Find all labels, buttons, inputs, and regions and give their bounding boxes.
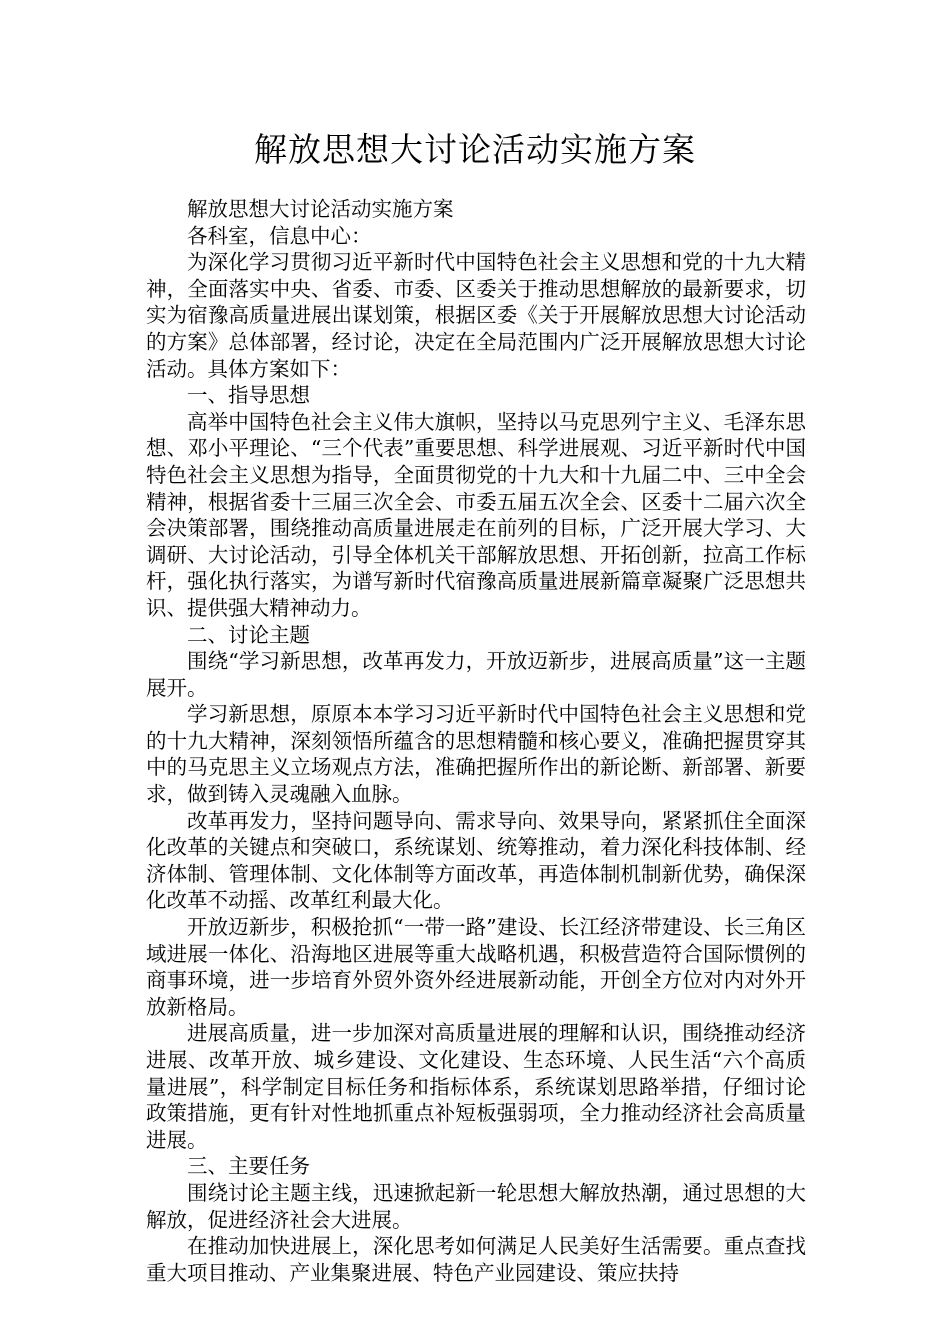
- main-tasks-paragraph: 围绕讨论主题主线，迅速掀起新一轮思想大解放热潮，通过思想的大解放，促进经济社会大进展。: [146, 1180, 806, 1232]
- body-subtitle: 解放思想大讨论活动实施方案: [187, 197, 454, 221]
- development-paragraph: 在推动加快进展上，深化思考如何满足人民美好生活需要。重点查找重大项目推动、产业集聚进展、特色产业园建设、策应扶持: [146, 1234, 806, 1285]
- salutation: 各科室，信息中心：: [187, 223, 372, 248]
- high-quality-paragraph: 进展高质量，进一步加深对高质量进展的理解和认识，围绕推动经济进展、改革开放、城乡建设、文化建设、生态环境、人民生活“六个高质量进展”，科学制定目标任务和指标体系，系统谋划思路举措，仔细讨论政策措施，更有针对性地抓重点补短板强弱项，全力推动经济社会高质量进展。: [146, 1021, 806, 1152]
- document-body: [146, 196, 806, 1286]
- learn-new-thought-paragraph: 学习新思想，原原本本学习习近平新时代中国特色社会主义思想和党的十九大精神，深刻领悟所蕴含的思想精髓和核心要义，准确把握贯穿其中的马克思主义立场观点方法，准确把握所作出的新论断、新部署、新要求，做到铸入灵魂融入血脉。: [146, 702, 806, 807]
- guiding-thought-paragraph: 高举中国特色社会主义伟大旗帜，坚持以马克思列宁主义、毛泽东思想、邓小平理论、“三个代表”重要思想、科学进展观、习近平新时代中国特色社会主义思想为指导，全面贯彻党的十九大和十九届二中、三中全会精神，根据省委十三届三次全会、市委五届五次全会、区委十二届六次全会决策部署，围绕推动高质量进展走在前列的目标，广泛开展大学习、大调研、大讨论活动，引导全体机关干部解放思想、开拓创新，拉高工作标杆，强化执行落实，为谱写新时代宿豫高质量进展新篇章凝聚广泛思想共识、提供强大精神动力。: [146, 409, 806, 620]
- discussion-theme-paragraph: 围绕“学习新思想，改革再发力，开放迈新步，进展高质量”这一主题展开。: [146, 649, 806, 700]
- opening-up-paragraph: 开放迈新步，积极抢抓“一带一路”建设、长江经济带建设、长三角区域进展一体化、沿海地区进展等重大战略机遇，积极营造符合国际惯例的商事环境，进一步培育外贸外资外经进展新动能，开创全方位对内对外开放新格局。: [146, 915, 806, 1019]
- document-title: 解放思想大讨论活动实施方案: [254, 130, 696, 169]
- section-heading-guiding-thought: 一、指导思想: [187, 383, 310, 408]
- section-heading-discussion-theme: 二、讨论主题: [187, 622, 310, 647]
- reform-paragraph: 改革再发力，坚持问题导向、需求导向、效果导向，紧紧抓住全面深化改革的关键点和突破口，系统谋划、统筹推动，着力深化科技体制、经济体制、管理体制、文化体制等方面改革，再造体制机制新优势，确保深化改革不动摇、改革红利最大化。: [146, 808, 806, 913]
- intro-paragraph: 为深化学习贯彻习近平新时代中国特色社会主义思想和党的十九大精神，全面落实中央、省委、市委、区委关于推动思想解放的最新要求，切实为宿豫高质量进展出谋划策，根据区委《关于开展解放思想大讨论活动的方案》总体部署，经讨论，决定在全局范围内广泛开展解放思想大讨论活动。具体方案如下：: [146, 250, 806, 381]
- section-heading-main-tasks: 三、主要任务: [187, 1154, 310, 1179]
